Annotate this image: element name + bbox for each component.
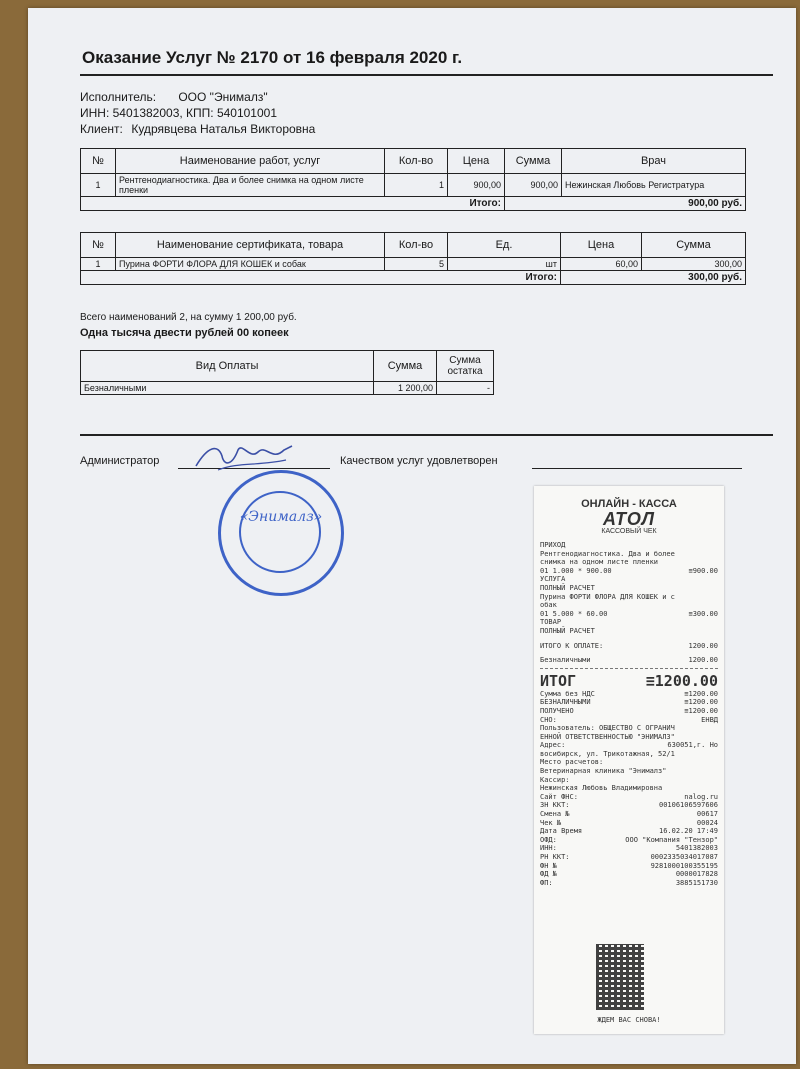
client-label: Клиент: [80, 122, 123, 136]
table-row [81, 258, 746, 271]
receipt-line-left: Кассир: [540, 775, 570, 784]
receipt-line-left: ИТОГО К ОПЛАТЕ: [540, 641, 604, 650]
receipt-line-left: ЕННОЙ ОТВЕТСТВЕННОСТЬЮ "ЭНИМАЛЗ" [540, 732, 675, 741]
receipt-line [534, 618, 724, 627]
quality-label: Качеством услуг удовлетворен [340, 455, 498, 467]
title-divider [80, 74, 773, 76]
payment-cell-sum: 1 200,00 [374, 382, 437, 395]
client-line [80, 122, 315, 136]
receipt-line-left: 01 1.000 * 900.00 [540, 566, 612, 575]
goods-col-sum: Сумма [642, 233, 746, 258]
services-col-name: Наименование работ, услуг [116, 149, 385, 174]
document-title: Оказание Услуг № 2170 от 16 февраля 2020 г. [82, 48, 463, 67]
receipt-line [534, 558, 724, 567]
receipt-line-left: снимка на одном листе пленки [540, 558, 659, 567]
goods-table [80, 232, 746, 285]
receipt-line-left: восибирск, ул. Трикотажная, 52/1 [540, 749, 675, 758]
receipt-line [534, 801, 724, 810]
goods-total-value: 300,00 руб. [561, 271, 746, 285]
goods-header-row [81, 233, 746, 258]
receipt-line [534, 827, 724, 836]
receipt-kind: КАССОВЫЙ ЧЕК [601, 528, 657, 535]
receipt-line-right: nalog.ru [684, 792, 718, 801]
receipt-line-left: ПОЛНЫЙ РАСЧЕТ [540, 583, 595, 592]
inn-kpp: ИНН: 5401382003, КПП: 540101001 [80, 106, 278, 120]
receipt-divider [540, 668, 718, 669]
receipt-line [534, 733, 724, 742]
receipt-line-left: ОФД: [540, 835, 557, 844]
receipt-line [534, 610, 724, 619]
receipt-line [534, 793, 724, 802]
receipt-line-left: Сайт ФНС: [540, 792, 578, 801]
payment-header-row [81, 351, 494, 382]
payment-col-sum: Сумма [374, 351, 437, 382]
executor-line [80, 90, 268, 104]
cash-receipt [534, 486, 724, 1034]
company-stamp [218, 470, 344, 596]
receipt-line-right: 630051,г. Но [667, 741, 718, 750]
services-col-qty: Кол-во [385, 149, 448, 174]
receipt-line [534, 776, 724, 785]
receipt-line [534, 541, 724, 550]
receipt-line-right: 00617 [696, 810, 718, 819]
payment-col-rest: Сумма остатка [437, 351, 494, 382]
goods-col-unit: Ед. [448, 233, 561, 258]
receipt-line-left: Место расчетов: [540, 758, 604, 767]
admin-label: Администратор [80, 455, 160, 467]
receipt-line-left: ТОВАР [540, 618, 562, 627]
services-cell-doctor: Нежинская Любовь Регистратура [562, 174, 746, 197]
receipt-line-right: 0000017828 [675, 870, 718, 879]
receipt-line-right: 1200.00 [688, 641, 718, 650]
payment-cell-type: Безналичными [81, 382, 374, 395]
receipt-line-left: ПОЛНЫЙ РАСЧЕТ [540, 626, 595, 635]
receipt-line-left: ИНН: [540, 844, 557, 853]
table-row [81, 382, 494, 395]
receipt-line-left: УСЛУГА [540, 575, 566, 584]
receipt-line [534, 844, 724, 853]
receipt-line-right: 00024 [696, 818, 718, 827]
receipt-line-left: Рентгенодиагностика. Два и более [540, 549, 675, 558]
document-sheet [28, 8, 796, 1064]
receipt-line [534, 758, 724, 767]
summary-words: Одна тысяча двести рублей 00 копеек [80, 327, 289, 339]
services-total-value: 900,00 руб. [505, 197, 746, 211]
receipt-line-left: 01 5.000 * 60.00 [540, 609, 608, 618]
receipt-line [534, 601, 724, 610]
client-value: Кудрявцева Наталья Викторовна [131, 122, 316, 136]
receipt-line-left: ПРИХОД [540, 541, 566, 549]
receipt-line [534, 784, 724, 793]
payment-table [80, 350, 494, 395]
services-cell-price: 900,00 [448, 174, 505, 197]
receipt-thanks: ЖДЕМ ВАС СНОВА! [597, 1016, 661, 1024]
services-table [80, 148, 746, 211]
receipt-line-right: 1200.00 [688, 656, 718, 665]
receipt-line [534, 707, 724, 716]
stamp-inner-ring [239, 491, 321, 573]
receipt-line-left: ЗН ККТ: [540, 801, 570, 810]
receipt-total [534, 672, 724, 690]
receipt-line-right: ≡1200.00 [684, 689, 718, 698]
table-row [81, 174, 746, 197]
receipt-line [534, 656, 724, 665]
goods-cell-name: Пурина ФОРТИ ФЛОРА ДЛЯ КОШЕК и собак [116, 258, 385, 271]
qr-code [596, 944, 644, 1010]
summary-count: Всего наименований 2, на сумму 1 200,00 руб. [80, 312, 297, 323]
receipt-line-left: обак [540, 601, 557, 610]
services-cell-num: 1 [81, 174, 116, 197]
receipt-line-right: ООО "Компания "Тензор" [625, 835, 718, 844]
goods-total-row [81, 271, 746, 285]
goods-cell-sum: 300,00 [642, 258, 746, 271]
receipt-line-left: ФН № [540, 861, 557, 870]
goods-cell-qty: 5 [385, 258, 448, 271]
receipt-line [534, 690, 724, 699]
executor-label: Исполнитель: [80, 90, 157, 104]
receipt-line [534, 750, 724, 759]
receipt-line [534, 810, 724, 819]
receipt-total-label: ИТОГ [540, 671, 577, 690]
receipt-line-right: ≡900.00 [688, 566, 718, 575]
receipt-line-left: СНО: [540, 715, 557, 724]
receipt-line-right: ≡300.00 [688, 609, 718, 618]
receipt-line [534, 819, 724, 828]
receipt-line-left: Безналичными [540, 656, 591, 665]
receipt-line [534, 836, 724, 845]
receipt-line [534, 767, 724, 776]
receipt-line-left: Ветеринарная клиника "Энималз" [540, 767, 667, 776]
receipt-line-left: Нежинская Любовь Владимировна [540, 784, 663, 793]
services-cell-qty: 1 [385, 174, 448, 197]
receipt-line-left: Дата Время [540, 827, 583, 836]
services-cell-name: Рентгенодиагностика. Два и более снимка на одном листе пленки [116, 174, 385, 197]
receipt-line-right: 00106106597606 [658, 801, 718, 810]
receipt-line-left: Сумма без НДС [540, 689, 595, 698]
receipt-line [534, 724, 724, 733]
receipt-line-right: 0002335034017087 [650, 853, 718, 861]
receipt-line-right: 5401382003 [675, 844, 718, 853]
goods-col-name: Наименование сертификата, товара [116, 233, 385, 258]
receipt-line-left: ФД № [540, 870, 557, 879]
receipt-line-left: БЕЗНАЛИЧНЫМИ [540, 698, 591, 707]
stamp-name: «Энималз» [239, 509, 323, 525]
receipt-line-left: РН ККТ: [540, 853, 570, 861]
client-signature-line [532, 468, 742, 469]
receipt-line-left: ФП: [540, 878, 553, 887]
services-col-price: Цена [448, 149, 505, 174]
services-total-label: Итого: [81, 197, 505, 211]
payment-cell-rest: - [437, 382, 494, 395]
receipt-line [534, 642, 724, 651]
receipt-line [534, 716, 724, 725]
payment-col-type: Вид Оплаты [81, 351, 374, 382]
receipt-line-right: ЕНВД [701, 715, 718, 724]
receipt-line-right: ≡1200.00 [684, 706, 718, 715]
receipt-line [534, 879, 724, 888]
receipt-line [534, 870, 724, 879]
receipt-line-right: 9281000100355195 [650, 861, 718, 870]
receipt-line-left: Смена № [540, 810, 570, 819]
receipt-line-left: Пользователь: ОБЩЕСТВО С ОГРАНИЧ [540, 724, 675, 733]
receipt-brand: ОНЛАЙН - КАССА [581, 498, 677, 510]
goods-cell-num: 1 [81, 258, 116, 271]
goods-col-qty: Кол-во [385, 233, 448, 258]
receipt-line [534, 550, 724, 559]
receipt-line [534, 853, 724, 862]
receipt-items [534, 541, 724, 665]
goods-cell-unit: шт [448, 258, 561, 271]
goods-cell-price: 60,00 [561, 258, 642, 271]
goods-col-num: № [81, 233, 116, 258]
services-col-sum: Сумма [505, 149, 562, 174]
receipt-line [534, 698, 724, 707]
executor-value: ООО "Энималз" [178, 90, 268, 104]
services-total-row [81, 197, 746, 211]
receipt-line [534, 593, 724, 602]
goods-col-price: Цена [561, 233, 642, 258]
receipt-line [534, 584, 724, 593]
receipt-line [534, 741, 724, 750]
services-header-row [81, 149, 746, 174]
services-col-num: № [81, 149, 116, 174]
services-cell-sum: 900,00 [505, 174, 562, 197]
receipt-line-right: 16.02.20 17:49 [658, 827, 718, 836]
receipt-line [534, 862, 724, 871]
receipt-line-right: 3885151730 [675, 878, 718, 887]
receipt-total-value: ≡1200.00 [645, 671, 718, 690]
receipt-details [534, 690, 724, 888]
receipt-line-left: Пурина ФОРТИ ФЛОРА ДЛЯ КОШЕК и с [540, 592, 675, 601]
services-col-doctor: Врач [562, 149, 746, 174]
receipt-line [534, 575, 724, 584]
goods-total-label: Итого: [81, 271, 561, 285]
receipt-line [534, 567, 724, 576]
receipt-logo: АТОЛ [602, 509, 656, 529]
signature-divider [80, 434, 773, 436]
receipt-line-left: Чек № [540, 818, 562, 827]
receipt-line [534, 627, 724, 636]
receipt-line-right: ≡1200.00 [684, 698, 718, 707]
receipt-line-left: Адрес: [540, 741, 566, 750]
receipt-line-left: ПОЛУЧЕНО [540, 706, 574, 715]
